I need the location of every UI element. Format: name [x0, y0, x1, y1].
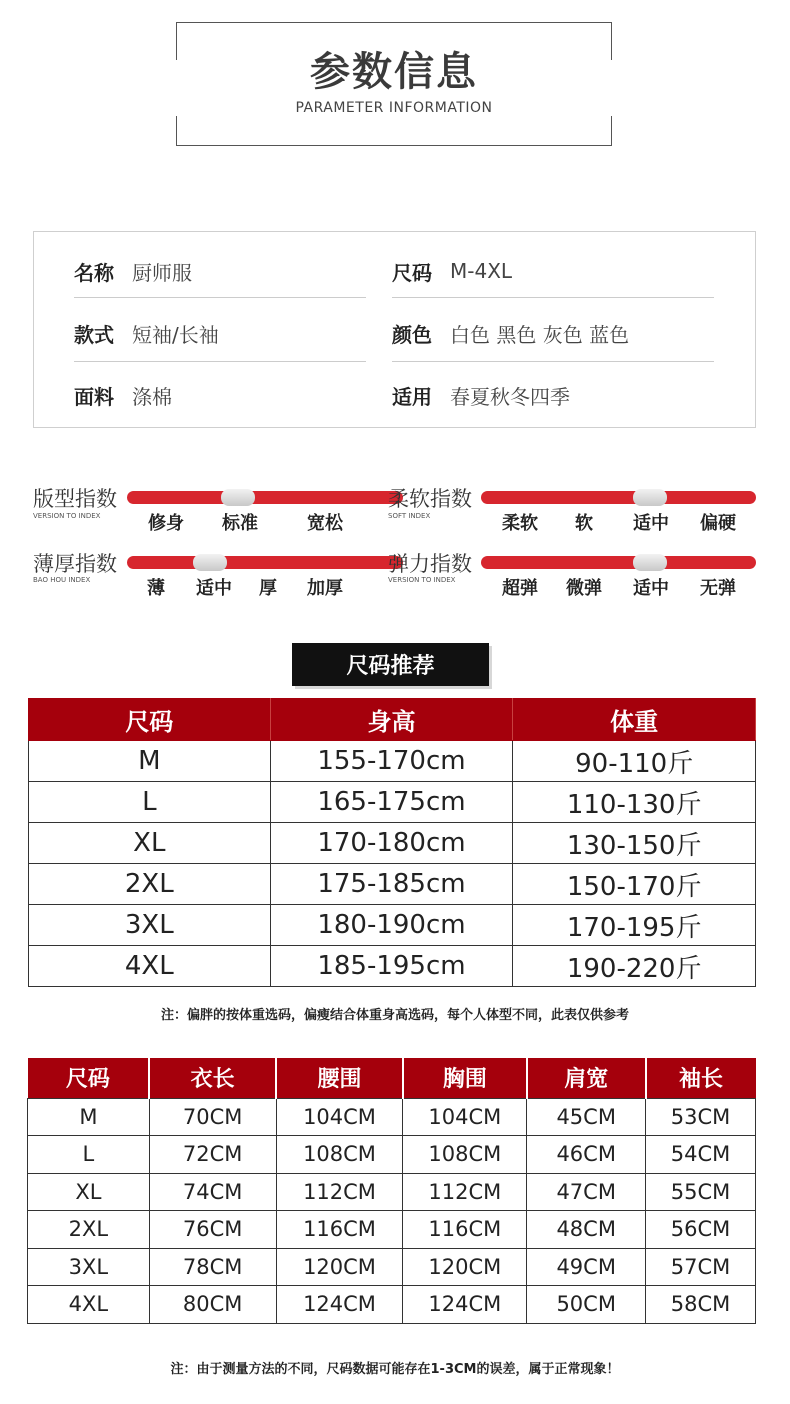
table-cell: 112CM — [276, 1173, 403, 1211]
column-header: 腰围 — [276, 1058, 403, 1098]
info-value: 短袖/长袖 — [132, 322, 219, 347]
index-label: 薄 — [147, 578, 165, 599]
index-knob — [193, 554, 227, 571]
column-header: 尺码 — [28, 1058, 150, 1098]
table-cell: 90-110斤 — [513, 741, 756, 782]
table-cell: 78CM — [149, 1248, 276, 1286]
index-label: 修身 — [148, 513, 184, 534]
index-title: 薄厚指数 — [33, 552, 117, 576]
table-header-row — [28, 1058, 756, 1098]
info-style — [74, 302, 219, 364]
table-cell: 54CM — [646, 1136, 756, 1174]
measurement-note: 注：由于测量方法的不同，尺码数据可能存在1-3CM的误差，属于正常现象！ — [170, 1362, 620, 1377]
info-key: 尺码 — [392, 260, 432, 285]
table-cell: 45CM — [527, 1098, 646, 1136]
table-row — [28, 1098, 756, 1136]
table-cell: 57CM — [646, 1248, 756, 1286]
table-cell: 108CM — [403, 1136, 527, 1174]
info-value: M-4XL — [450, 259, 513, 283]
index-bar — [481, 556, 756, 569]
table-cell: 190-220斤 — [513, 946, 756, 987]
info-value: 厨师服 — [132, 260, 192, 285]
table-row — [29, 823, 756, 864]
table-cell: 116CM — [276, 1211, 403, 1249]
table-cell: L — [28, 1136, 150, 1174]
table-cell: M — [28, 1098, 150, 1136]
info-key: 颜色 — [392, 322, 432, 347]
table-cell: 180-190cm — [270, 905, 513, 946]
table-cell: XL — [28, 1173, 150, 1211]
measurement-table — [27, 1058, 756, 1324]
size-recommend-table — [28, 698, 756, 987]
index-subtitle: SOFT INDEX — [388, 512, 431, 520]
product-info-box — [33, 231, 756, 428]
column-header: 体重 — [513, 699, 756, 741]
info-fabric — [74, 364, 172, 426]
index-label: 宽松 — [307, 513, 343, 534]
column-header: 胸围 — [403, 1058, 527, 1098]
table-cell: 130-150斤 — [513, 823, 756, 864]
index-subtitle: VERSION TO INDEX — [388, 576, 456, 584]
info-color — [392, 302, 629, 364]
table-header-row — [29, 699, 756, 741]
index-bar — [481, 491, 756, 504]
table-cell: 120CM — [276, 1248, 403, 1286]
table-row — [28, 1286, 756, 1324]
table-cell: 4XL — [29, 946, 271, 987]
table-cell: 48CM — [527, 1211, 646, 1249]
column-header: 袖长 — [646, 1058, 756, 1098]
table-row — [29, 905, 756, 946]
table-cell: 58CM — [646, 1286, 756, 1324]
column-header: 衣长 — [149, 1058, 276, 1098]
index-knob — [633, 554, 667, 571]
table-cell: 53CM — [646, 1098, 756, 1136]
index-label: 适中 — [633, 578, 669, 599]
index-knob — [633, 489, 667, 506]
index-label: 软 — [575, 513, 593, 534]
info-value: 春夏秋冬四季 — [450, 384, 570, 409]
divider — [392, 361, 714, 362]
table-row — [29, 864, 756, 905]
table-cell: M — [29, 741, 271, 782]
table-cell: 104CM — [276, 1098, 403, 1136]
index-label: 适中 — [196, 578, 232, 599]
table-row — [28, 1173, 756, 1211]
table-cell: 185-195cm — [270, 946, 513, 987]
table-cell: L — [29, 782, 271, 823]
table-cell: 108CM — [276, 1136, 403, 1174]
index-knob — [221, 489, 255, 506]
table-cell: 80CM — [149, 1286, 276, 1324]
table-cell: 104CM — [403, 1098, 527, 1136]
index-label: 微弹 — [566, 578, 602, 599]
table-cell: 70CM — [149, 1098, 276, 1136]
table-cell: 124CM — [276, 1286, 403, 1324]
table-cell: 170-180cm — [270, 823, 513, 864]
table-cell: 2XL — [29, 864, 271, 905]
table-cell: 112CM — [403, 1173, 527, 1211]
table-cell: 46CM — [527, 1136, 646, 1174]
table-row — [28, 1211, 756, 1249]
column-header: 身高 — [270, 699, 513, 741]
table-row — [29, 741, 756, 782]
table-cell: 76CM — [149, 1211, 276, 1249]
info-value: 涤棉 — [132, 384, 172, 409]
table-cell: 155-170cm — [270, 741, 513, 782]
table-cell: 120CM — [403, 1248, 527, 1286]
info-key: 名称 — [74, 260, 114, 285]
table-cell: 72CM — [149, 1136, 276, 1174]
info-name — [74, 240, 192, 302]
index-label: 加厚 — [307, 578, 343, 599]
divider — [74, 361, 366, 362]
table-cell: 116CM — [403, 1211, 527, 1249]
table-cell: 165-175cm — [270, 782, 513, 823]
info-value: 白色 黑色 灰色 蓝色 — [450, 322, 630, 347]
table-cell: 150-170斤 — [513, 864, 756, 905]
info-size — [392, 240, 512, 302]
table-cell: 2XL — [28, 1211, 150, 1249]
divider — [74, 297, 366, 298]
index-label: 厚 — [259, 578, 277, 599]
table-cell: 110-130斤 — [513, 782, 756, 823]
info-key: 款式 — [74, 322, 114, 347]
table-row — [29, 946, 756, 987]
table-cell: 170-195斤 — [513, 905, 756, 946]
index-label: 无弹 — [700, 578, 736, 599]
index-label: 适中 — [633, 513, 669, 534]
page-title: 参数信息 — [310, 49, 478, 95]
table-row — [29, 782, 756, 823]
index-label: 超弹 — [502, 578, 538, 599]
table-cell: 3XL — [29, 905, 271, 946]
table-cell: 47CM — [527, 1173, 646, 1211]
index-label: 柔软 — [502, 513, 538, 534]
index-bar — [127, 491, 403, 504]
table-cell: 50CM — [527, 1286, 646, 1324]
divider — [392, 297, 714, 298]
column-header: 肩宽 — [527, 1058, 646, 1098]
page-subtitle: PARAMETER INFORMATION — [295, 100, 493, 116]
size-note: 注：偏胖的按体重选码，偏瘦结合体重身高选码，每个人体型不同，此表仅供参考 — [160, 1008, 629, 1023]
table-row — [28, 1136, 756, 1174]
table-cell: 4XL — [28, 1286, 150, 1324]
table-cell: 55CM — [646, 1173, 756, 1211]
table-cell: XL — [29, 823, 271, 864]
index-label: 偏硬 — [700, 513, 736, 534]
size-recommend-title: 尺码推荐 — [292, 643, 489, 686]
table-cell: 124CM — [403, 1286, 527, 1324]
index-title: 弹力指数 — [388, 552, 472, 576]
info-key: 适用 — [392, 384, 432, 409]
info-key: 面料 — [74, 384, 114, 409]
index-title: 版型指数 — [33, 487, 117, 511]
index-bar — [127, 556, 403, 569]
table-cell: 175-185cm — [270, 864, 513, 905]
index-title: 柔软指数 — [388, 487, 472, 511]
table-cell: 56CM — [646, 1211, 756, 1249]
table-cell: 49CM — [527, 1248, 646, 1286]
table-cell: 74CM — [149, 1173, 276, 1211]
info-season — [392, 364, 570, 426]
index-label: 标准 — [222, 513, 258, 534]
table-cell: 3XL — [28, 1248, 150, 1286]
index-subtitle: VERSION TO INDEX — [33, 512, 101, 520]
parameter-header — [176, 22, 612, 146]
table-row — [28, 1248, 756, 1286]
column-header: 尺码 — [29, 699, 271, 741]
index-subtitle: BAO HOU INDEX — [33, 576, 91, 584]
